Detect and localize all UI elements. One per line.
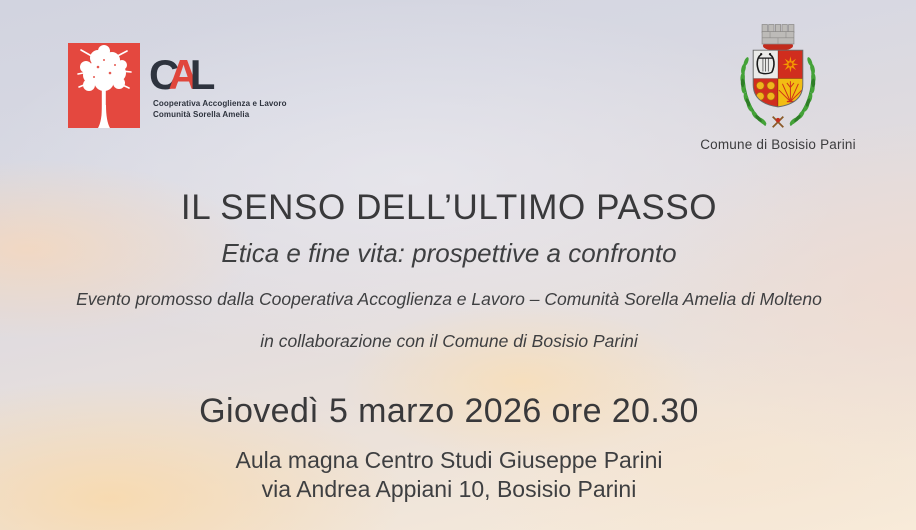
cal-wordmark — [149, 43, 287, 120]
cal-tagline — [153, 98, 287, 120]
mural-crown-icon — [762, 25, 794, 52]
comune-logo — [698, 14, 858, 152]
promo-line-1: Evento promosso dalla Cooperativa Accoglienza e Lavoro – Comunità Sorella Amelia di Molteno — [76, 289, 822, 309]
venue-line-2: via Andrea Appiani 10, Bosisio Parini — [261, 476, 637, 502]
cal-acronym — [149, 51, 287, 98]
event-title: IL SENSO DELL’ULTIMO PASSO — [180, 188, 718, 227]
comune-caption: Comune di Bosisio Parini — [700, 137, 856, 152]
cal-letter-l: L — [189, 51, 212, 98]
sun-icon — [782, 56, 798, 72]
comune-coat-of-arms-icon — [716, 14, 840, 136]
shield-icon — [753, 50, 803, 107]
cal-tree-icon — [68, 43, 140, 128]
cal-tagline-line1: Cooperativa Accoglienza e Lavoro — [153, 98, 287, 108]
wreath-tie-icon — [773, 117, 784, 128]
cal-logo — [68, 43, 287, 128]
venue-line-1: Aula magna Centro Studi Giuseppe Parini — [235, 447, 663, 473]
cal-letter-a: A — [168, 51, 195, 98]
cal-letter-c: C — [149, 51, 176, 98]
event-datetime: Giovedì 5 marzo 2026 ore 20.30 — [199, 392, 699, 430]
promo-line-2: in collaborazione con il Comune di Bosisio Parini — [260, 331, 638, 351]
cal-tagline-line2: Comunità Sorella Amelia — [153, 109, 250, 119]
event-subtitle: Etica e fine vita: prospettive a confronto — [221, 238, 677, 268]
